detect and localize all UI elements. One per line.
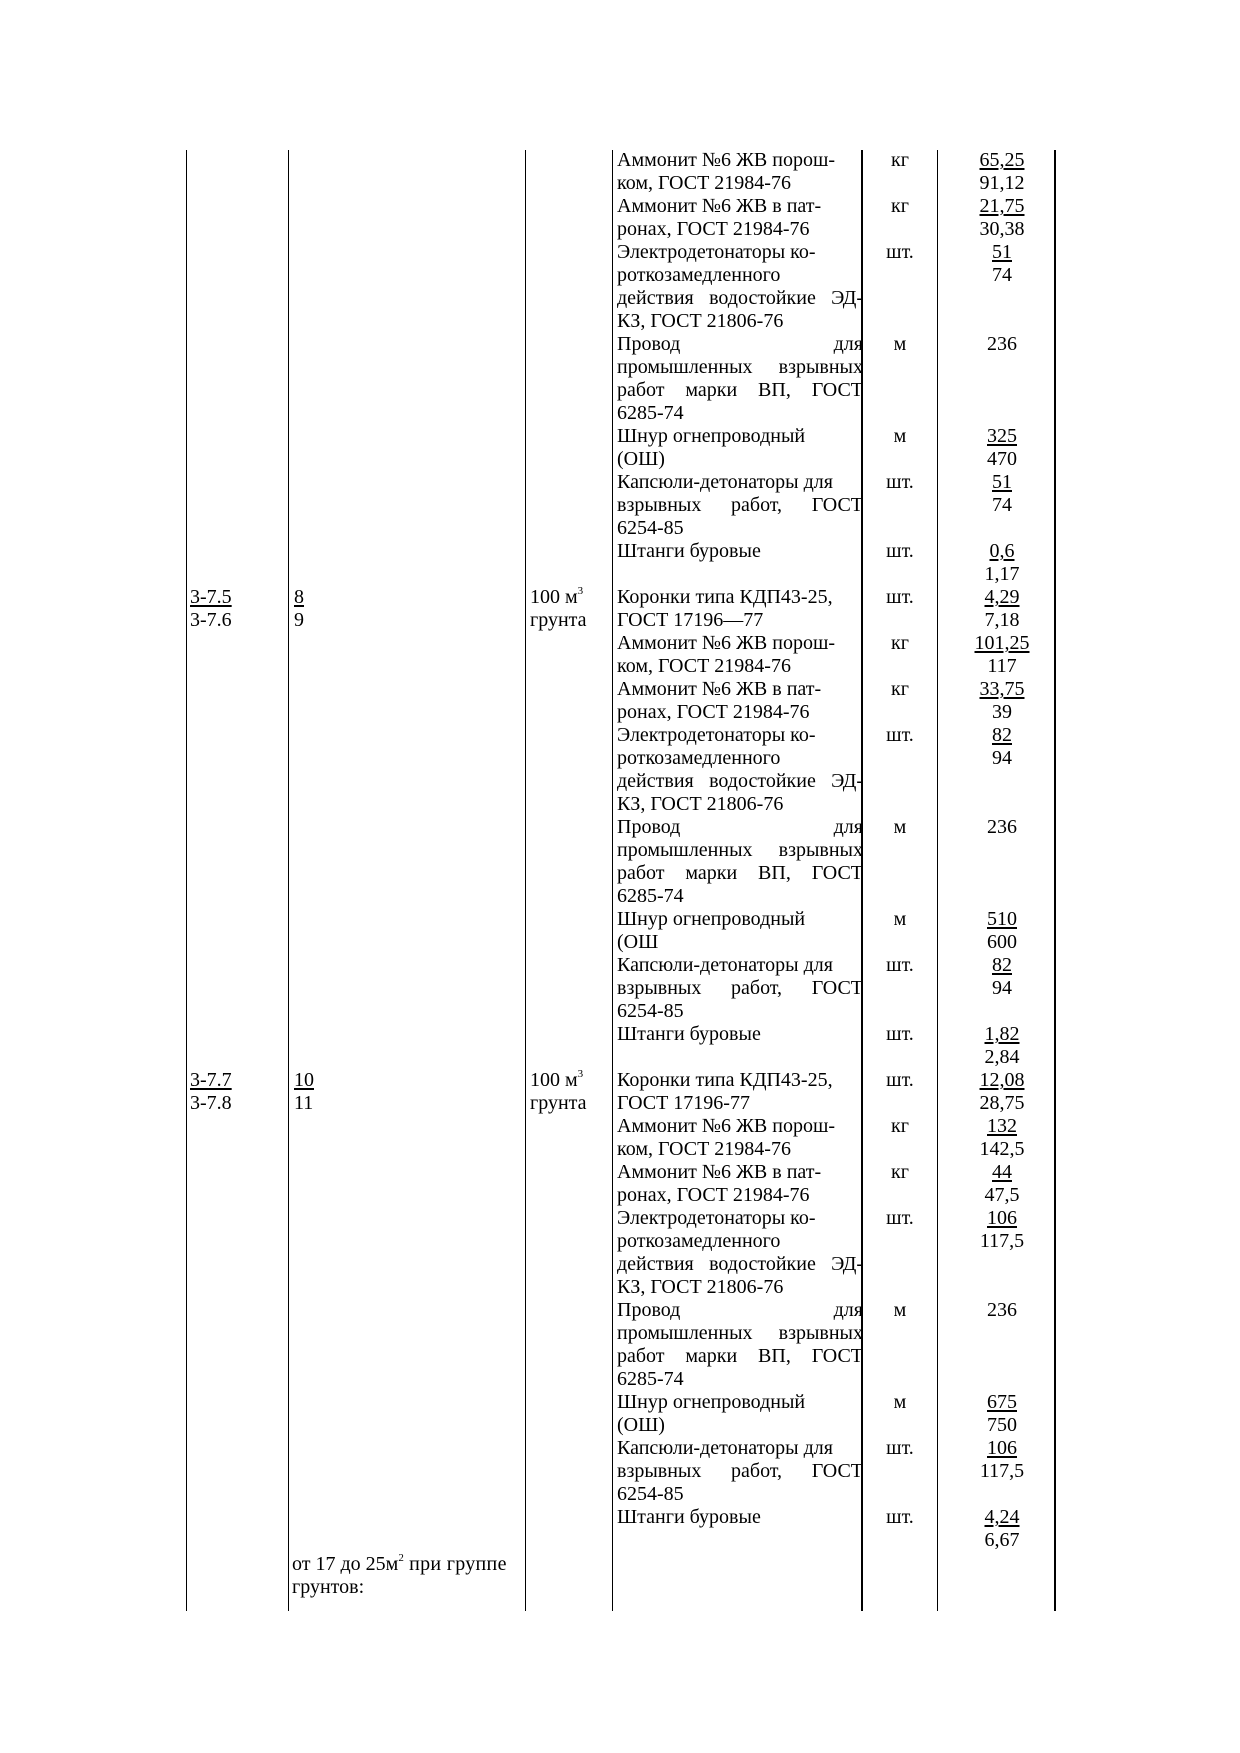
resource-name-line: Капсюли-детонаторы для	[617, 1437, 833, 1459]
table-divider-2	[525, 150, 526, 1611]
resource-name-line: 6254-85	[617, 1483, 684, 1505]
resource-name-line: действия водостойкие ЭД-	[617, 770, 863, 792]
resource-unit: м	[893, 908, 907, 930]
resource-name-line: (ОШ)	[617, 448, 665, 470]
resource-name-line: ронах, ГОСТ 21984-76	[617, 701, 810, 723]
resource-unit: м	[893, 333, 907, 355]
norm-value-bottom: 2,84	[984, 1046, 1020, 1068]
norm-value-top	[945, 241, 1059, 264]
resource-name-line: работ марки ВП, ГОСТ	[617, 862, 863, 884]
norm-value-bottom: 74	[992, 494, 1012, 516]
norm-value-top-text: 106	[987, 1207, 1017, 1229]
table-divider-5	[937, 150, 938, 1611]
resource-name-line: промышленных взрывных	[617, 1322, 863, 1344]
resource-name-line: ронах, ГОСТ 21984-76	[617, 218, 810, 240]
resource-name-line: (ОШ	[617, 931, 659, 953]
resource-name-line: промышленных взрывных	[617, 839, 863, 861]
resource-name-line: Провод для	[617, 1299, 863, 1321]
resource-name-line: роткозамедленного	[617, 1230, 781, 1252]
norm-value-bottom: 94	[992, 747, 1012, 769]
norm-value-top-text: 101,25	[974, 632, 1030, 654]
norm-value-top-text: 132	[987, 1115, 1017, 1137]
norm-value-top	[945, 1207, 1059, 1230]
resource-unit: кг	[891, 195, 909, 217]
resource-unit: м	[893, 1299, 907, 1321]
norm-value-bottom: 39	[992, 701, 1012, 723]
resource-unit: кг	[891, 1161, 909, 1183]
resource-name-line: работ марки ВП, ГОСТ	[617, 379, 863, 401]
norm-value-top	[945, 586, 1059, 609]
resource-name-line: ком, ГОСТ 21984-76	[617, 1138, 791, 1160]
resource-name-line: Провод для	[617, 816, 863, 838]
resource-unit: шт.	[886, 1506, 914, 1528]
resource-unit: м	[893, 816, 907, 838]
resource-name-line: Аммонит №6 ЖВ в пат-	[617, 678, 822, 700]
resource-unit: шт.	[886, 724, 914, 746]
number-bottom: 11	[294, 1092, 314, 1114]
code-top: 3-7.7	[190, 1069, 232, 1091]
norm-value-bottom: 47,5	[984, 1184, 1020, 1206]
norm-value-bottom: 7,18	[984, 609, 1020, 631]
resource-name-line: Аммонит №6 ЖВ в пат-	[617, 1161, 822, 1183]
resource-unit: шт.	[886, 540, 914, 562]
resource-name-line: взрывных работ, ГОСТ	[617, 977, 863, 999]
norm-value-top-text: 4,29	[984, 586, 1020, 608]
resource-unit: кг	[891, 149, 909, 171]
resource-name-line: Штанги буровые	[617, 1506, 761, 1528]
norm-value-bottom: 117,5	[979, 1230, 1025, 1252]
resource-name-line: промышленных взрывных	[617, 356, 863, 378]
norm-value-bottom: 91,12	[979, 172, 1025, 194]
measure-unit-sup: 3	[577, 585, 584, 598]
resource-name-line: Штанги буровые	[617, 540, 761, 562]
resource-name-line: КЗ, ГОСТ 21806-76	[617, 1276, 784, 1298]
number-bottom: 9	[294, 609, 304, 631]
resource-name-line: работ марки ВП, ГОСТ	[617, 1345, 863, 1367]
resource-name-line: Электродетонаторы ко-	[617, 1207, 816, 1229]
resource-name-line: (ОШ)	[617, 1414, 665, 1436]
resource-name-line: Аммонит №6 ЖВ порош-	[617, 632, 836, 654]
norm-value-top	[945, 1115, 1059, 1138]
footer-note-line1: от 17 до $25м^2$ при группе	[292, 1552, 507, 1575]
norm-value-top-text: 65,25	[979, 149, 1025, 171]
norm-value-top	[945, 1437, 1059, 1460]
norm-value-top-text: 0,6	[989, 540, 1015, 562]
norm-value-bottom: 750	[987, 1414, 1017, 1436]
norm-value-bottom: 117,5	[979, 1460, 1025, 1482]
norm-value-top	[945, 954, 1059, 977]
resource-name-line: взрывных работ, ГОСТ	[617, 494, 863, 516]
norm-value-top	[945, 1069, 1059, 1092]
norm-value-bottom: 30,38	[979, 218, 1025, 240]
norm-value-top-text: 82	[992, 954, 1012, 976]
measure-unit-text: 100 м	[530, 586, 578, 608]
resource-name-line: Штанги буровые	[617, 1023, 761, 1045]
norm-value-top	[945, 540, 1059, 563]
norm-value-top-text: 1,82	[984, 1023, 1020, 1045]
norm-value-top-text: 44	[992, 1161, 1012, 1183]
norm-value-bottom: 94	[992, 977, 1012, 999]
resource-unit: м	[893, 1391, 907, 1413]
norm-value-bottom: 6,67	[984, 1529, 1020, 1551]
code-bottom: 3-7.8	[190, 1092, 232, 1114]
norm-value-top-text: 675	[987, 1391, 1017, 1413]
resource-name-line: Шнур огнепроводный	[617, 908, 806, 930]
norm-value-top-text: 510	[987, 908, 1017, 930]
norm-value-top-text: 33,75	[979, 678, 1025, 700]
resource-name-line: ком, ГОСТ 21984-76	[617, 172, 791, 194]
resource-name-line: Капсюли-детонаторы для	[617, 471, 833, 493]
norm-value-bottom: 28,75	[979, 1092, 1025, 1114]
resource-unit: кг	[891, 632, 909, 654]
resource-name-line: Шнур огнепроводный	[617, 425, 806, 447]
norm-value-top	[945, 425, 1059, 448]
resource-name-line: 6254-85	[617, 1000, 684, 1022]
footer-note-line2: грунтов:	[292, 1576, 365, 1598]
resource-name-line: действия водостойкие ЭД-	[617, 1253, 863, 1275]
norm-value-top-text: 51	[992, 471, 1012, 493]
norm-value-top	[945, 195, 1059, 218]
resource-unit: шт.	[886, 1437, 914, 1459]
code-top: 3-7.5	[190, 586, 232, 608]
number-top: 8	[294, 586, 304, 608]
norm-value-top-text: 12,08	[979, 1069, 1025, 1091]
resource-name-line: ГОСТ 17196-77	[617, 1092, 750, 1114]
resource-name-line: ронах, ГОСТ 21984-76	[617, 1184, 810, 1206]
table-divider-3	[612, 150, 613, 1611]
norm-value-top	[945, 724, 1059, 747]
norm-value-bottom: 142,5	[979, 1138, 1025, 1160]
norm-value-bottom: 236	[987, 333, 1017, 355]
resource-name-line: действия водостойкие ЭД-	[617, 287, 863, 309]
norm-value-top-text: 21,75	[979, 195, 1025, 217]
resource-unit: шт.	[886, 471, 914, 493]
resource-name-line: ГОСТ 17196—77	[617, 609, 764, 631]
norm-value-bottom: 1,17	[984, 563, 1020, 585]
resource-unit: шт.	[886, 241, 914, 263]
resource-name-line: КЗ, ГОСТ 21806-76	[617, 310, 784, 332]
norm-value-top	[945, 1391, 1059, 1414]
norm-value-top	[945, 1023, 1059, 1046]
resource-name-line: Коронки типа КДП43-25,	[617, 1069, 833, 1091]
norm-value-top	[945, 1506, 1059, 1529]
measure-unit-sup: 3	[577, 1068, 584, 1081]
norm-value-top-text: 325	[987, 425, 1017, 447]
norm-value-bottom: 117	[987, 655, 1017, 677]
resource-name-line: Электродетонаторы ко-	[617, 724, 816, 746]
resource-name-line: Провод для	[617, 333, 863, 355]
resource-unit: кг	[891, 678, 909, 700]
measure-unit-line1	[530, 586, 583, 609]
norm-value-top	[945, 908, 1059, 931]
measure-unit-line2: грунта	[530, 609, 587, 631]
measure-unit-line2: грунта	[530, 1092, 587, 1114]
norm-value-top-text: 4,24	[984, 1506, 1020, 1528]
resource-unit: кг	[891, 1115, 909, 1137]
norm-value-top	[945, 632, 1059, 655]
resource-name-line: Шнур огнепроводный	[617, 1391, 806, 1413]
resource-unit: шт.	[886, 1207, 914, 1229]
resource-name-line: Аммонит №6 ЖВ порош-	[617, 149, 836, 171]
resource-name-line: 6254-85	[617, 517, 684, 539]
resource-name-line: 6285-74	[617, 1368, 684, 1390]
norm-value-bottom: 74	[992, 264, 1012, 286]
table-divider-1	[288, 150, 289, 1611]
resource-unit: шт.	[886, 1069, 914, 1091]
norm-value-top-text: 82	[992, 724, 1012, 746]
norm-value-top	[945, 678, 1059, 701]
code-bottom: 3-7.6	[190, 609, 232, 631]
table-border-left	[186, 150, 187, 1611]
resource-unit: шт.	[886, 954, 914, 976]
resource-name-line: 6285-74	[617, 885, 684, 907]
resource-name-line: ком, ГОСТ 21984-76	[617, 655, 791, 677]
measure-unit-text: 100 м	[530, 1069, 578, 1091]
norm-value-bottom: 236	[987, 816, 1017, 838]
measure-unit-line1	[530, 1069, 583, 1092]
norm-value-top-text: 106	[987, 1437, 1017, 1459]
norm-value-top	[945, 471, 1059, 494]
resource-name-line: взрывных работ, ГОСТ	[617, 1460, 863, 1482]
number-top: 10	[294, 1069, 314, 1091]
resource-unit: шт.	[886, 586, 914, 608]
norm-value-top	[945, 1161, 1059, 1184]
resource-name-line: Аммонит №6 ЖВ в пат-	[617, 195, 822, 217]
resource-name-line: роткозамедленного	[617, 264, 781, 286]
resource-name-line: Аммонит №6 ЖВ порош-	[617, 1115, 836, 1137]
norm-value-top	[945, 149, 1059, 172]
resource-name-line: Капсюли-детонаторы для	[617, 954, 833, 976]
resource-name-line: 6285-74	[617, 402, 684, 424]
resource-name-line: роткозамедленного	[617, 747, 781, 769]
norm-value-bottom: 600	[987, 931, 1017, 953]
norm-value-bottom: 236	[987, 1299, 1017, 1321]
norm-value-top-text: 51	[992, 241, 1012, 263]
resource-name-line: КЗ, ГОСТ 21806-76	[617, 793, 784, 815]
norm-value-bottom: 470	[987, 448, 1017, 470]
resource-name-line: Электродетонаторы ко-	[617, 241, 816, 263]
resource-unit: м	[893, 425, 907, 447]
resource-name-line: Коронки типа КДП43-25,	[617, 586, 833, 608]
resource-unit: шт.	[886, 1023, 914, 1045]
